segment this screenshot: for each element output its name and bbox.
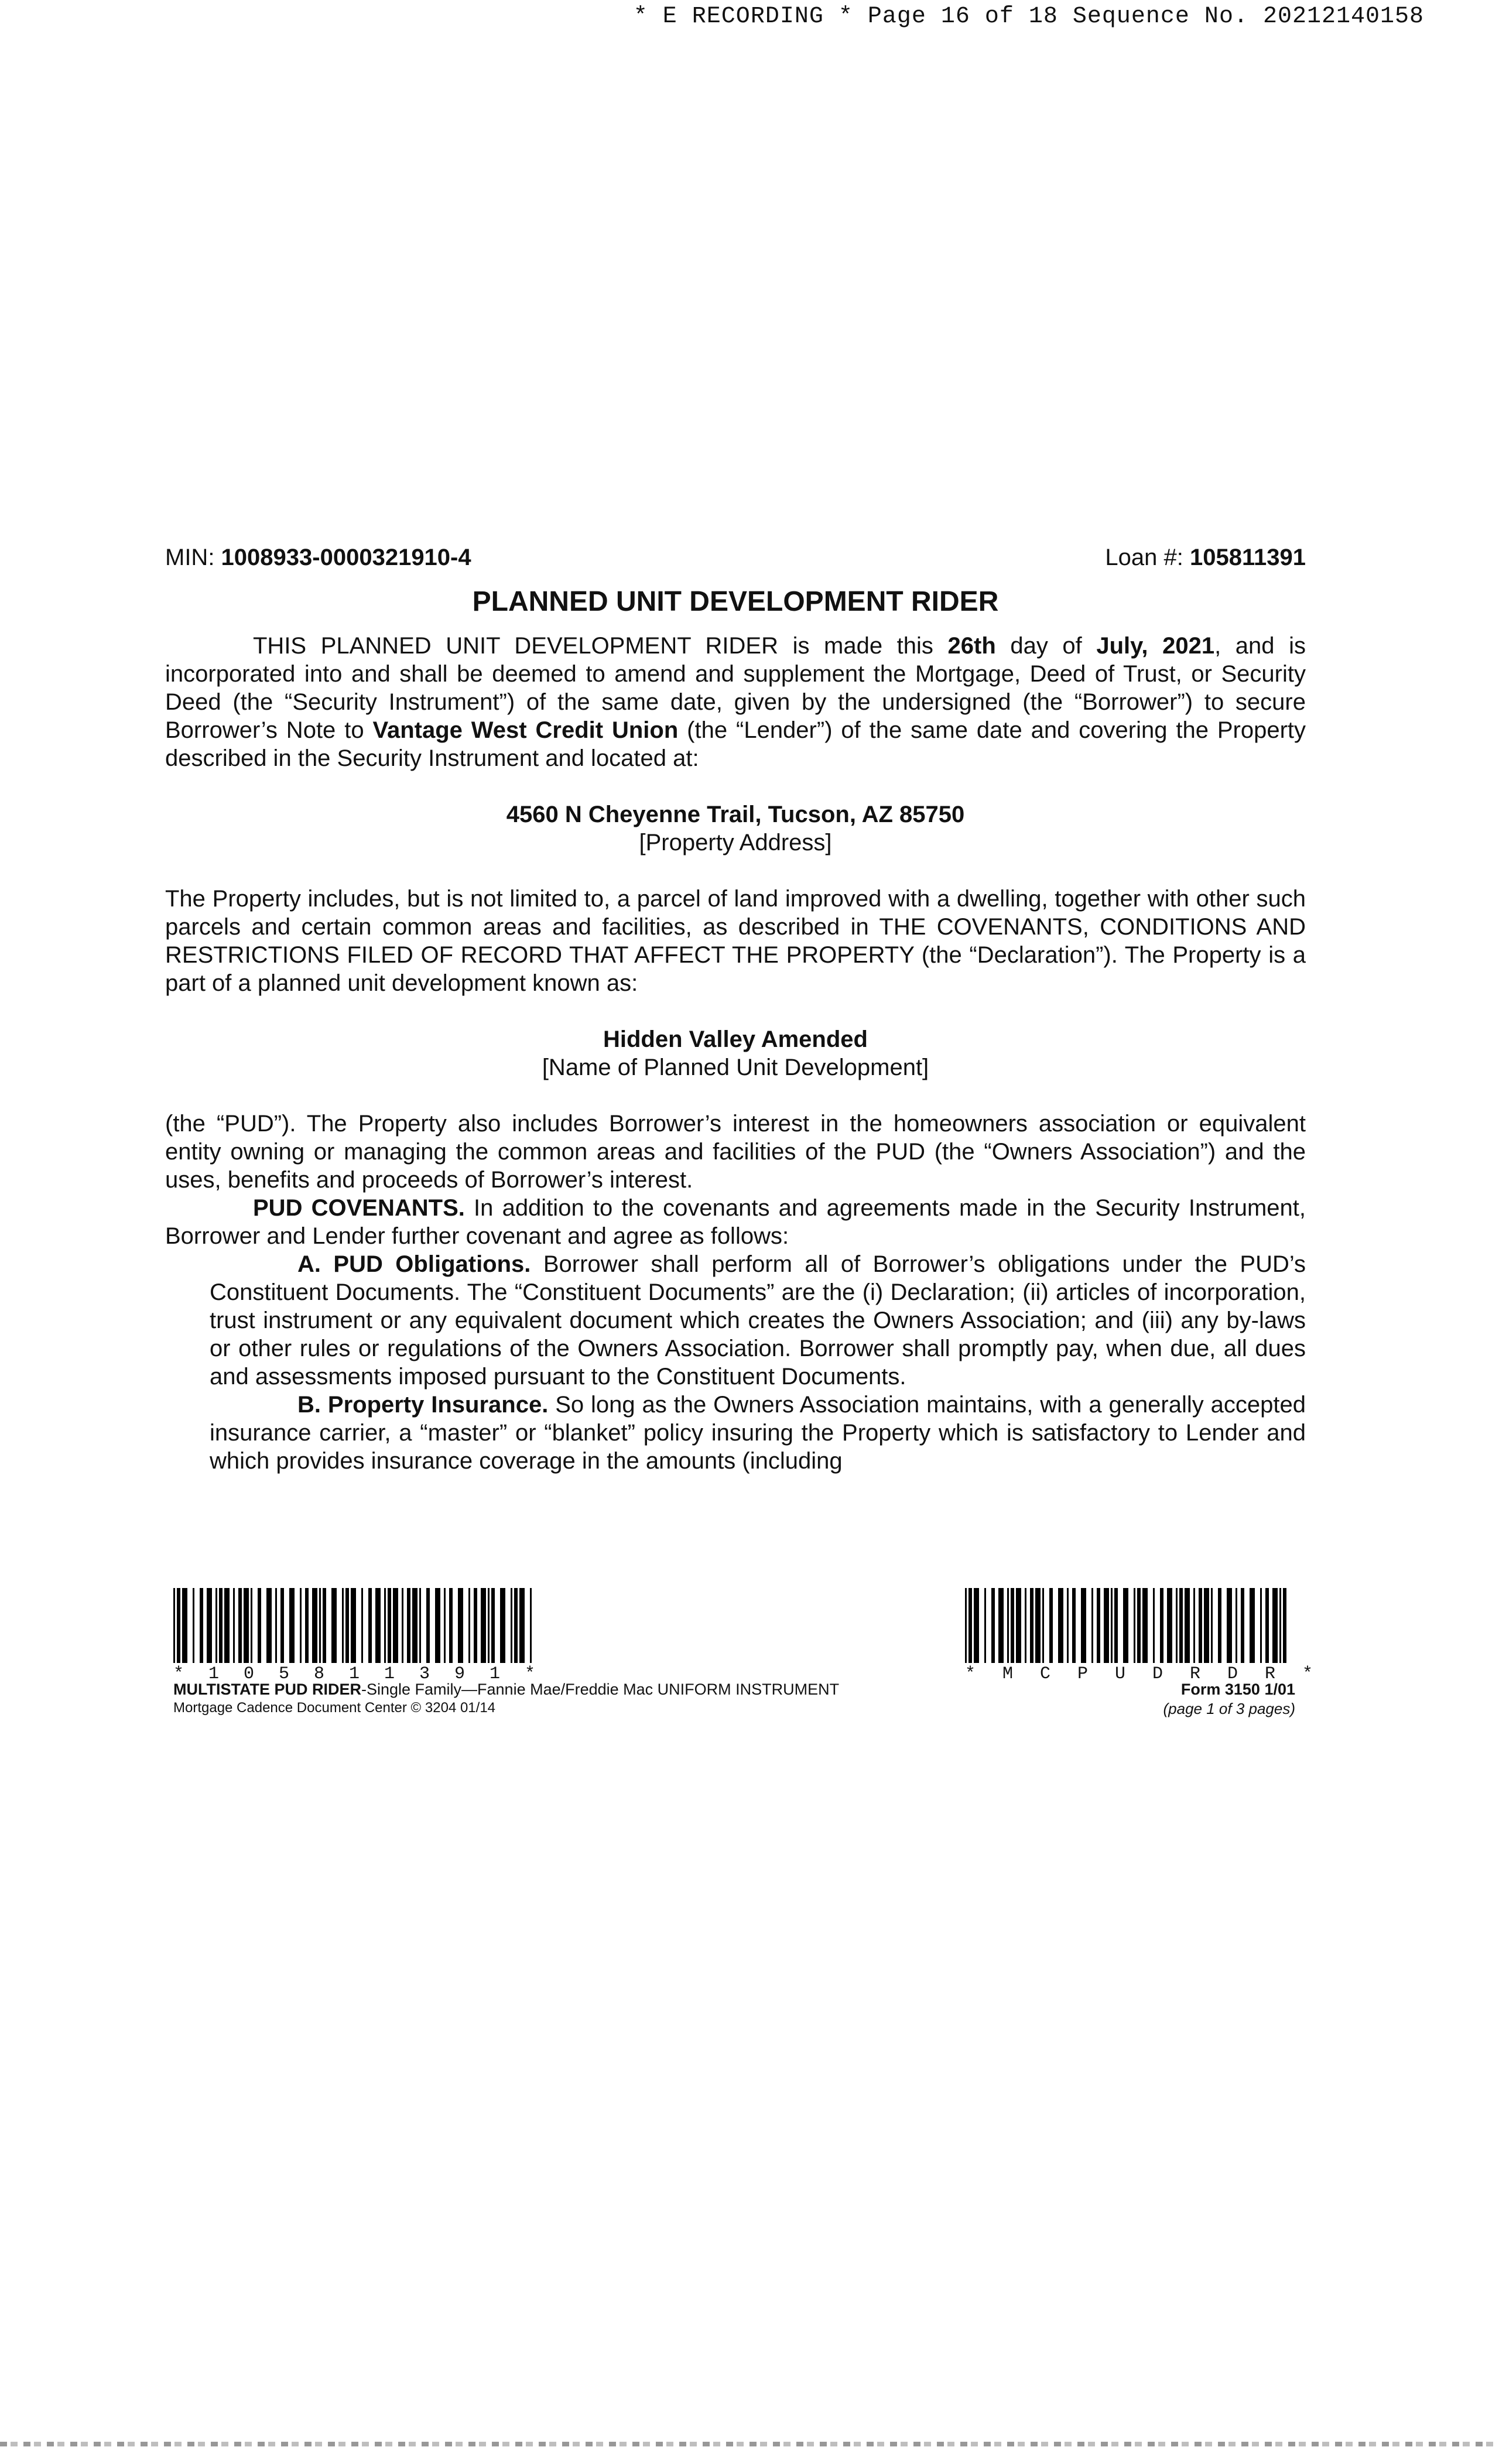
barcode-bar — [207, 1588, 212, 1663]
barcode-bar — [407, 1588, 410, 1663]
document-body — [165, 543, 1306, 1475]
form-title: MULTISTATE PUD RIDER-Single Family—Fannie Mae/Freddie Mac UNIFORM INSTRUMENT — [173, 1681, 840, 1698]
barcode-bar — [393, 1588, 398, 1663]
barcode-bar — [984, 1588, 986, 1663]
covenant-list — [165, 1250, 1306, 1475]
barcode-bar — [331, 1588, 337, 1663]
barcode-bar — [177, 1588, 180, 1663]
barcode-bar — [530, 1588, 532, 1663]
min-number: MIN: 1008933-0000321910-4 — [165, 545, 471, 570]
covenant-b: B. Property Insurance. So long as the Owners Association maintains, with a generally accepted insurance carrier, a “master” or “blanket” policy insuring the Property which is satisfactory to Lender and which provides insurance coverage in the amounts (including — [210, 1392, 1306, 1474]
barcode-bar — [458, 1588, 463, 1663]
barcode-loan — [173, 1588, 560, 1683]
property-address-label: [Property Address] — [639, 830, 832, 855]
barcode-bar — [1236, 1588, 1237, 1663]
barcode-bar — [1260, 1588, 1262, 1663]
barcode-bar — [258, 1588, 261, 1663]
barcode-bar — [173, 1588, 175, 1663]
barcode-bar — [275, 1588, 277, 1663]
barcode-bar — [345, 1588, 349, 1663]
barcode-bar — [1011, 1588, 1014, 1663]
barcode-bar — [1283, 1588, 1286, 1663]
barcode-bar — [514, 1588, 518, 1663]
barcode-bar — [388, 1588, 391, 1663]
barcode-bar — [244, 1588, 249, 1663]
barcode-bar — [312, 1588, 317, 1663]
barcode-bar — [419, 1588, 421, 1663]
barcode-bar — [449, 1588, 453, 1663]
barcode-bar — [1185, 1588, 1190, 1663]
barcode-bar — [1241, 1588, 1244, 1663]
covenants-paragraph: PUD COVENANTS. In addition to the covenants and agreements made in the Security Instrument, Borrower and Lender further covenant and agree as follows: — [165, 1195, 1306, 1249]
property-includes-paragraph: The Property includes, but is not limited to, a parcel of land improved with a dwelling, together with other such parcels and certain common areas and facilities, as described in THE COVENANTS, CONDITIONS AND RESTRICTIONS FILED OF RECORD THAT AFFECT THE PROPERTY (the “Declaration”). The Property is a part of a planned unit development known as: — [165, 886, 1306, 996]
id-row — [165, 543, 1306, 571]
barcode-bar — [1007, 1588, 1009, 1663]
barcode-bar — [1049, 1588, 1053, 1663]
barcode-bar — [435, 1588, 440, 1663]
barcode-bar — [280, 1588, 284, 1663]
barcode-bar — [368, 1588, 372, 1663]
document-title: PLANNED UNIT DEVELOPMENT RIDER — [472, 586, 999, 617]
barcode-bar — [1211, 1588, 1213, 1663]
barcode-bar — [511, 1588, 512, 1663]
barcode-bar — [305, 1588, 309, 1663]
barcode-bar — [219, 1588, 223, 1663]
barcode-bar — [1279, 1588, 1281, 1663]
covenant-a: A. PUD Obligations. Borrower shall perform all of Borrower’s obligations under the PUD’s Constituent Documents. The “Constituent Documents” are the (i) Declaration; (ii) articles of incorporation, trust instrument or any equivalent document which creates the Owners Association; and (iii) any by-laws or other rules or regulations of the Owners Association. Borrower shall promptly pay, when due, all dues and assessments imposed pursuant to the Constituent Documents. — [210, 1251, 1306, 1390]
barcode-bar — [474, 1588, 477, 1663]
document-center: Mortgage Cadence Document Center © 3204 01/14 — [173, 1700, 496, 1716]
property-address: 4560 N Cheyenne Trail, Tucson, AZ 85750 — [506, 802, 965, 827]
barcode-bar — [361, 1588, 363, 1663]
barcode-bar — [412, 1588, 417, 1663]
barcode-bar — [468, 1588, 470, 1663]
barcode-bar — [1167, 1588, 1172, 1663]
barcode-bar — [342, 1588, 344, 1663]
barcode-bar — [289, 1588, 295, 1663]
barcode-bar — [1072, 1588, 1076, 1663]
barcode-bar — [491, 1588, 495, 1663]
barcode-bar — [193, 1588, 194, 1663]
barcode-bar — [1081, 1588, 1086, 1663]
barcode-bar — [1193, 1588, 1195, 1663]
barcode-bar — [965, 1588, 967, 1663]
barcode-bar — [323, 1588, 326, 1663]
barcode-bar — [1097, 1588, 1100, 1663]
barcode-bar — [1134, 1588, 1135, 1663]
barcode-bar — [1265, 1588, 1269, 1663]
barcode-bar — [351, 1588, 356, 1663]
barcode-bar — [1123, 1588, 1128, 1663]
barcode-bar — [968, 1588, 972, 1663]
page-count: (page 1 of 3 pages) — [1163, 1700, 1295, 1717]
barcode-bar — [1030, 1588, 1033, 1663]
barcode-bar — [500, 1588, 505, 1663]
barcode-bar — [1204, 1588, 1209, 1663]
barcode-bar — [519, 1588, 525, 1663]
barcode-loan-bars — [173, 1588, 560, 1663]
barcode-bar — [1218, 1588, 1221, 1663]
barcode-bar — [1153, 1588, 1155, 1663]
barcode-bar — [998, 1588, 1004, 1663]
barcode-bar — [233, 1588, 235, 1663]
barcode-bar — [1091, 1588, 1093, 1663]
barcode-bar — [266, 1588, 272, 1663]
barcode-bar — [1199, 1588, 1202, 1663]
barcode-bar — [1176, 1588, 1178, 1663]
barcode-bar — [1104, 1588, 1109, 1663]
barcode-bar — [182, 1588, 187, 1663]
barcode-bar — [974, 1588, 979, 1663]
barcode-bar — [488, 1588, 490, 1663]
barcode-bar — [300, 1588, 302, 1663]
barcode-bar — [238, 1588, 242, 1663]
pud-name: Hidden Valley Amended — [603, 1026, 868, 1052]
form-number: Form 3150 1/01 — [1180, 1681, 1295, 1698]
barcode-bar — [224, 1588, 230, 1663]
recording-stamp: * E RECORDING * Page 16 of 18 Sequence No. 20212140158 — [633, 4, 1424, 30]
pud-name-label: [Name of Planned Unit Development] — [542, 1055, 929, 1080]
barcode-bar — [1042, 1588, 1044, 1663]
barcode-bar — [481, 1588, 486, 1663]
barcode-bar — [402, 1588, 403, 1663]
barcode-form-bars — [965, 1588, 1340, 1663]
barcode-bar — [444, 1588, 446, 1663]
barcode-bar — [200, 1588, 203, 1663]
barcode-bar — [1227, 1588, 1232, 1663]
scan-edge — [0, 2442, 1499, 2446]
barcode-bar — [1111, 1588, 1113, 1663]
barcode-bar — [375, 1588, 381, 1663]
loan-number: Loan #: 105811391 — [1105, 545, 1306, 570]
barcode-bar — [1160, 1588, 1163, 1663]
barcode-bar — [1035, 1588, 1041, 1663]
barcode-bar — [251, 1588, 252, 1663]
barcode-bar — [1067, 1588, 1069, 1663]
intro-paragraph: THIS PLANNED UNIT DEVELOPMENT RIDER is made this 26th day of July, 2021, and is incorporated into and shall be deemed to amend and supplement the Mortgage, Deed of Trust, or Security Deed (the “Security Instrument”) of the same date, given by the undersigned (the “Borrower”) to secure Borrower’s Note to Vantage West Credit Union (the “Lender”) of the same date and covering the Property described in the Security Instrument and located at: — [165, 633, 1306, 771]
barcode-bar — [1114, 1588, 1118, 1663]
barcode-bar — [1025, 1588, 1026, 1663]
barcode-loan-text: *105811391* — [173, 1664, 560, 1684]
barcode-bar — [1016, 1588, 1021, 1663]
pud-paragraph: (the “PUD”). The Property also includes Borrower’s interest in the homeowners association or equivalent entity owning or managing the common areas and facilities of the PUD (the “Owners Association”) and the uses, benefits and proceeds of Borrower’s interest. — [165, 1111, 1306, 1193]
barcode-bar — [1272, 1588, 1278, 1663]
barcode-bar — [426, 1588, 430, 1663]
barcode-bar — [1058, 1588, 1063, 1663]
barcode-bar — [1179, 1588, 1183, 1663]
barcode-form — [965, 1588, 1340, 1683]
barcode-bar — [991, 1588, 995, 1663]
barcode-bar — [384, 1588, 386, 1663]
barcode-bar — [1250, 1588, 1255, 1663]
barcode-bar — [1142, 1588, 1148, 1663]
barcode-bar — [1137, 1588, 1141, 1663]
barcode-form-text: *MCPUDRDR* — [965, 1664, 1340, 1684]
barcode-bar — [319, 1588, 321, 1663]
barcode-bar — [215, 1588, 217, 1663]
